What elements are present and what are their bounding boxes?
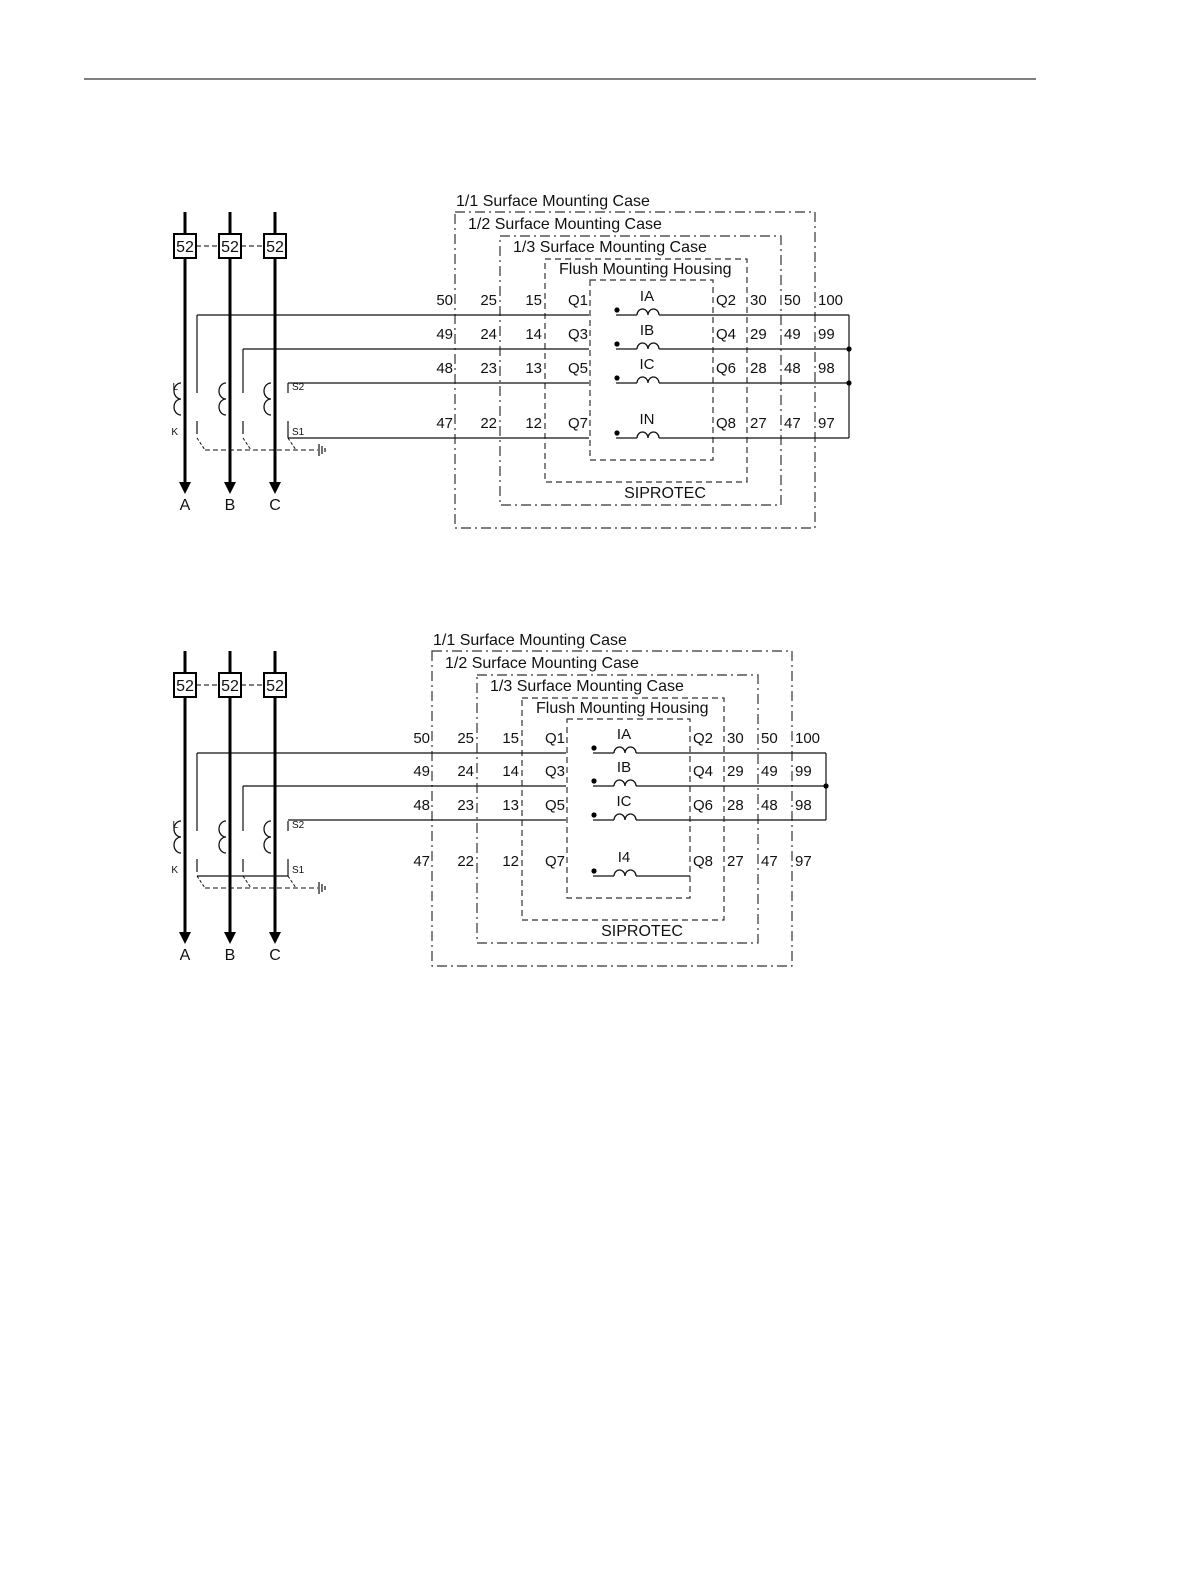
input-coil-4 <box>614 870 636 876</box>
ground-tap <box>197 876 205 888</box>
device-label: SIPROTEC <box>624 485 706 502</box>
terminal-label: 12 <box>525 415 542 432</box>
ground-tap <box>243 876 251 888</box>
breaker-label: 52 <box>221 678 239 695</box>
junction-dot <box>823 783 828 788</box>
terminal-label: 48 <box>761 797 778 814</box>
ct-terminal-l: L <box>172 382 178 393</box>
case-label-1-2: 1/2 Surface Mounting Case <box>445 655 639 672</box>
input-label: IA <box>639 288 655 305</box>
ct-coil-icon <box>219 821 226 853</box>
breaker-label: 52 <box>176 239 194 256</box>
breaker-label: 52 <box>176 678 194 695</box>
polarity-dot <box>591 812 596 817</box>
terminal-label: 23 <box>457 797 474 814</box>
ct-terminal-s2: S2 <box>292 820 305 831</box>
device-label: SIPROTEC <box>601 923 683 940</box>
terminal-label: 47 <box>784 415 801 432</box>
junction-dot <box>846 380 851 385</box>
terminal-label-q-in: Q1 <box>567 292 588 309</box>
terminal-label: 48 <box>784 360 801 377</box>
case-label-1-2: 1/2 Surface Mounting Case <box>468 216 662 233</box>
terminal-label: 28 <box>750 360 767 377</box>
terminal-label: 22 <box>457 853 474 870</box>
diagram-1 <box>171 193 851 528</box>
terminal-label: 15 <box>525 292 542 309</box>
terminal-label: 48 <box>413 797 430 814</box>
terminal-label: 24 <box>457 763 474 780</box>
case-label-1-1: 1/1 Surface Mounting Case <box>456 193 650 210</box>
terminal-label-q-in: Q3 <box>567 326 588 343</box>
ground-tap <box>288 876 296 888</box>
terminal-label: 15 <box>502 730 519 747</box>
ct-coil-icon <box>264 383 271 415</box>
input-coil-4 <box>637 432 659 438</box>
phase-arrow-icon <box>179 932 191 944</box>
phase-arrow-icon <box>269 932 281 944</box>
ground-tap <box>197 438 205 450</box>
terminal-label: 98 <box>818 360 835 377</box>
terminal-label: 50 <box>413 730 430 747</box>
terminal-label: 50 <box>761 730 778 747</box>
phase-arrow-icon <box>224 482 236 494</box>
terminal-label: 22 <box>480 415 497 432</box>
polarity-dot <box>614 341 619 346</box>
terminal-label: 13 <box>525 360 542 377</box>
ground-tap <box>243 438 251 450</box>
input-label: IB <box>616 759 632 776</box>
terminal-label: 47 <box>761 853 778 870</box>
junction-dot <box>846 346 851 351</box>
breaker-label: 52 <box>266 678 284 695</box>
terminal-label: 23 <box>480 360 497 377</box>
input-coil-1 <box>614 747 636 753</box>
terminal-label: 25 <box>457 730 474 747</box>
terminal-label: 49 <box>413 763 430 780</box>
phase-label: C <box>269 497 281 514</box>
diagram-2 <box>171 632 828 966</box>
polarity-dot <box>614 375 619 380</box>
terminal-label: 30 <box>750 292 767 309</box>
case-label-1-1: 1/1 Surface Mounting Case <box>433 632 627 649</box>
terminal-label: 97 <box>818 415 835 432</box>
phase-label: B <box>224 497 236 514</box>
terminal-label: 14 <box>525 326 542 343</box>
terminal-label: 12 <box>502 853 519 870</box>
terminal-label: 29 <box>750 326 767 343</box>
terminal-label: 24 <box>480 326 497 343</box>
terminal-label-q-out: Q8 <box>693 853 714 870</box>
ct-coil-icon <box>219 383 226 415</box>
terminal-label-q-out: Q6 <box>716 360 737 377</box>
phase-label: B <box>224 947 236 964</box>
input-label: IB <box>639 322 655 339</box>
terminal-label-q-in: Q7 <box>567 415 588 432</box>
terminal-label-q-in: Q1 <box>544 730 565 747</box>
input-coil-3 <box>614 814 636 820</box>
terminal-label: 50 <box>784 292 801 309</box>
ground-tap <box>288 438 296 450</box>
case-label-1-3: 1/3 Surface Mounting Case <box>490 678 684 695</box>
ct-terminal-k: K <box>171 427 178 438</box>
terminal-label: 98 <box>795 797 812 814</box>
phase-arrow-icon <box>269 482 281 494</box>
terminal-label: 47 <box>413 853 430 870</box>
terminal-label-q-out: Q4 <box>716 326 737 343</box>
case-label-flush: Flush Mounting Housing <box>559 261 732 278</box>
terminal-label: 100 <box>818 292 844 309</box>
input-coil-1 <box>637 309 659 315</box>
input-coil-3 <box>637 377 659 383</box>
terminal-label-q-out: Q6 <box>693 797 714 814</box>
polarity-dot <box>591 745 596 750</box>
case-label-flush: Flush Mounting Housing <box>536 700 709 717</box>
terminal-label: 25 <box>480 292 497 309</box>
case-label-1-3: 1/3 Surface Mounting Case <box>513 239 707 256</box>
input-label: IA <box>616 726 632 743</box>
terminal-label: 27 <box>750 415 767 432</box>
terminal-label-q-in: Q5 <box>567 360 588 377</box>
terminal-label: 49 <box>761 763 778 780</box>
phase-label: A <box>179 947 191 964</box>
phase-label: C <box>269 947 281 964</box>
terminal-label: 14 <box>502 763 519 780</box>
terminal-label: 27 <box>727 853 744 870</box>
ct-terminal-k: K <box>171 865 178 876</box>
breaker-label: 52 <box>266 239 284 256</box>
terminal-label: 99 <box>818 326 835 343</box>
terminal-label-q-out: Q2 <box>716 292 737 309</box>
terminal-label: 47 <box>436 415 453 432</box>
polarity-dot <box>614 430 619 435</box>
terminal-label: 48 <box>436 360 453 377</box>
terminal-label: 97 <box>795 853 812 870</box>
ct-terminal-l: L <box>172 820 178 831</box>
terminal-label: 49 <box>436 326 453 343</box>
phase-arrow-icon <box>179 482 191 494</box>
input-label: IN <box>639 411 655 428</box>
input-label: IC <box>616 793 632 810</box>
terminal-label-q-in: Q3 <box>544 763 565 780</box>
polarity-dot <box>591 778 596 783</box>
phase-arrow-icon <box>224 932 236 944</box>
input-label: IC <box>639 356 655 373</box>
terminal-label: 50 <box>436 292 453 309</box>
terminal-label: 49 <box>784 326 801 343</box>
terminal-label: 30 <box>727 730 744 747</box>
terminal-label: 100 <box>795 730 821 747</box>
input-label: I4 <box>617 849 631 866</box>
terminal-label-q-out: Q2 <box>693 730 714 747</box>
terminal-label-q-out: Q8 <box>716 415 737 432</box>
terminal-label: 99 <box>795 763 812 780</box>
ct-terminal-s1: S1 <box>292 865 305 876</box>
ct-coil-icon <box>264 821 271 853</box>
polarity-dot <box>591 868 596 873</box>
polarity-dot <box>614 307 619 312</box>
breaker-label: 52 <box>221 239 239 256</box>
phase-label: A <box>179 497 191 514</box>
ct-terminal-s2: S2 <box>292 382 305 393</box>
terminal-label-q-out: Q4 <box>693 763 714 780</box>
terminal-label: 29 <box>727 763 744 780</box>
terminal-label-q-in: Q5 <box>544 797 565 814</box>
terminal-label-q-in: Q7 <box>544 853 565 870</box>
ct-terminal-s1: S1 <box>292 427 305 438</box>
input-coil-2 <box>614 780 636 786</box>
terminal-label: 28 <box>727 797 744 814</box>
input-coil-2 <box>637 343 659 349</box>
terminal-label: 13 <box>502 797 519 814</box>
